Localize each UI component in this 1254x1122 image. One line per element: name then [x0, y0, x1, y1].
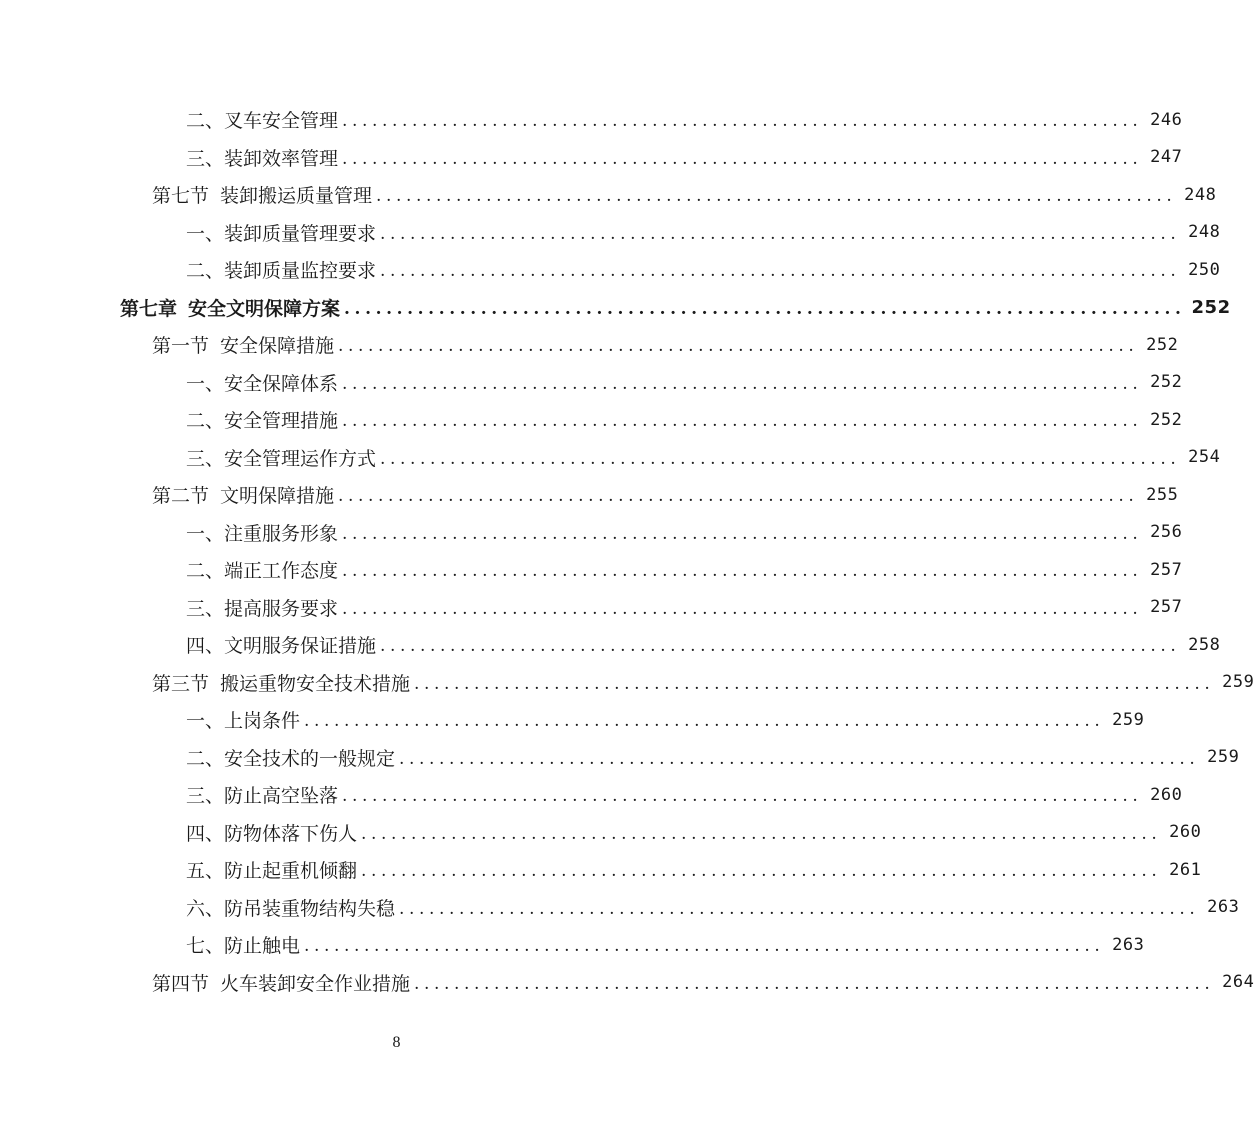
toc-dot-leader: ................................................................................: [342, 598, 1143, 619]
toc-entry-title: 装卸效率管理: [224, 147, 339, 170]
toc-entry-label: [0, 481, 334, 508]
toc-entry-page: 252: [1150, 409, 1183, 430]
toc-dot-leader: ................................................................................: [414, 973, 1215, 994]
toc-entry-prefix: 一、: [186, 222, 225, 245]
toc-entry-prefix: 四、: [186, 822, 225, 845]
toc-dot-leader: ................................................................................: [376, 186, 1177, 207]
toc-entry-title: 安全保障体系: [224, 372, 339, 395]
toc-entry-sub[interactable]: [0, 439, 1221, 477]
toc-dot-leader: ................................................................................: [361, 861, 1162, 882]
toc-entry-page: 248: [1184, 184, 1217, 205]
toc-entry-title: 装卸搬运质量管理: [220, 185, 373, 208]
toc-dot-leader: ................................................................................: [380, 636, 1181, 657]
toc-entry-section[interactable]: [0, 476, 1179, 514]
toc-entry-sub[interactable]: [0, 364, 1183, 402]
toc-entry-prefix: 第二节: [152, 485, 210, 508]
toc-dot-leader: ................................................................................: [342, 523, 1143, 544]
page-number: 8: [392, 1034, 401, 1051]
toc-dot-leader: ................................................................................: [342, 786, 1143, 807]
toc-entry-page: 255: [1146, 484, 1179, 505]
toc-entry-prefix: 第七章: [120, 297, 178, 320]
toc-entry-label: [0, 931, 300, 958]
toc-entry-label: [0, 219, 376, 246]
toc-dot-leader: ................................................................................: [304, 936, 1105, 957]
toc-entry-prefix: 七、: [186, 935, 225, 958]
toc-entry-section[interactable]: [0, 664, 1254, 702]
toc-entry-title: 搬运重物安全技术措施: [220, 672, 411, 695]
toc-entry-page: 259: [1222, 672, 1254, 693]
toc-dot-leader: ................................................................................: [342, 561, 1143, 582]
toc-entry-title: 安全保障措施: [220, 335, 335, 358]
toc-entry-label: [0, 744, 395, 771]
toc-dot-leader: ................................................................................: [380, 261, 1181, 282]
toc-entry-sub[interactable]: [0, 926, 1145, 964]
toc-entry-title: 安全管理措施: [224, 410, 339, 433]
toc-entry-title: 装卸质量监控要求: [224, 260, 377, 283]
toc-entry-page: 263: [1112, 934, 1145, 955]
toc-entry-title: 上岗条件: [224, 710, 301, 733]
toc-entry-section[interactable]: [0, 326, 1179, 364]
toc-entry-page: 246: [1150, 109, 1183, 130]
toc-entry-sub[interactable]: [0, 889, 1240, 927]
toc-entry-page: 257: [1150, 597, 1183, 618]
toc-entry-sub[interactable]: [0, 214, 1221, 252]
toc-entry-label: [0, 631, 376, 658]
toc-entry-section[interactable]: [0, 176, 1217, 214]
toc-entry-page: 254: [1188, 447, 1221, 468]
toc-dot-leader: ................................................................................: [380, 448, 1181, 469]
toc-entry-sub[interactable]: [0, 701, 1145, 739]
toc-dot-leader: ................................................................................: [344, 298, 1186, 319]
toc-entry-title: 注重服务形象: [224, 522, 339, 545]
toc-entry-title: 火车装卸安全作业措施: [220, 972, 411, 995]
toc-dot-leader: ................................................................................: [342, 373, 1143, 394]
toc-entry-label: [0, 144, 338, 171]
toc-entry-label: [0, 594, 338, 621]
toc-dot-leader: ................................................................................: [380, 223, 1181, 244]
toc-entry-prefix: 六、: [186, 897, 225, 920]
toc-dot-leader: ................................................................................: [342, 411, 1143, 432]
toc-dot-leader: ................................................................................: [338, 486, 1139, 507]
toc-entry-sub[interactable]: [0, 401, 1183, 439]
toc-entry-prefix: 三、: [186, 447, 225, 470]
toc-entry-label: [0, 331, 334, 358]
toc-entry-page: 250: [1188, 259, 1221, 280]
toc-entry-page: 263: [1207, 897, 1240, 918]
toc-entry-prefix: 二、: [186, 260, 225, 283]
toc-entry-chapter[interactable]: [0, 289, 1231, 327]
toc-entry-label: [0, 669, 410, 696]
toc-entry-prefix: 第七节: [152, 185, 210, 208]
toc-entry-sub[interactable]: [0, 551, 1183, 589]
toc-entry-prefix: 第三节: [152, 672, 210, 695]
toc-entry-section[interactable]: [0, 964, 1254, 1002]
toc-entry-page: 261: [1169, 859, 1202, 880]
toc-entry-label: [0, 556, 338, 583]
toc-entry-label: [0, 369, 338, 396]
toc-entry-sub[interactable]: [0, 589, 1183, 627]
toc-entry-page: 260: [1169, 822, 1202, 843]
toc-entry-title: 安全文明保障方案: [188, 297, 341, 320]
toc-entry-prefix: 二、: [186, 110, 225, 133]
toc-entry-prefix: 二、: [186, 747, 225, 770]
toc-entry-label: [0, 969, 410, 996]
toc-entry-label: [0, 406, 338, 433]
toc-entry-title: 防止高空坠落: [224, 785, 339, 808]
toc-dot-leader: ................................................................................: [338, 336, 1139, 357]
toc-dot-leader: ................................................................................: [342, 111, 1143, 132]
toc-entry-prefix: 三、: [186, 785, 225, 808]
toc-entry-prefix: 二、: [186, 560, 225, 583]
toc-entry-page: 258: [1188, 634, 1221, 655]
toc-entry-sub[interactable]: [0, 776, 1183, 814]
toc-entry-prefix: 第四节: [152, 972, 210, 995]
toc-entry-sub[interactable]: [0, 139, 1183, 177]
toc-entry-page: 259: [1112, 709, 1145, 730]
toc-entry-sub[interactable]: [0, 814, 1202, 852]
toc-entry-prefix: 二、: [186, 410, 225, 433]
toc-dot-leader: ................................................................................: [304, 711, 1105, 732]
toc-entry-title: 防止起重机倾翻: [224, 860, 358, 883]
table-of-contents: [0, 101, 1254, 1001]
toc-entry-page: 260: [1150, 784, 1183, 805]
toc-entry-prefix: 一、: [186, 372, 225, 395]
toc-entry-label: [0, 819, 357, 846]
toc-entry-sub[interactable]: [0, 851, 1202, 889]
toc-entry-title: 防止触电: [224, 935, 301, 958]
toc-entry-label: [0, 294, 340, 321]
toc-entry-prefix: 一、: [186, 522, 225, 545]
toc-entry-title: 安全管理运作方式: [224, 447, 377, 470]
toc-entry-label: [0, 256, 376, 283]
toc-entry-title: 防吊装重物结构失稳: [224, 897, 396, 920]
toc-entry-page: 252: [1150, 372, 1183, 393]
toc-entry-label: [0, 106, 338, 133]
toc-entry-prefix: 一、: [186, 710, 225, 733]
toc-entry-sub[interactable]: [0, 251, 1221, 289]
toc-entry-title: 安全技术的一般规定: [224, 747, 396, 770]
toc-entry-label: [0, 781, 338, 808]
toc-entry-label: [0, 706, 300, 733]
toc-entry-page: 257: [1150, 559, 1183, 580]
toc-entry-page: 264: [1222, 972, 1254, 993]
toc-dot-leader: ................................................................................: [414, 673, 1215, 694]
toc-entry-title: 文明服务保证措施: [224, 635, 377, 658]
toc-entry-prefix: 五、: [186, 860, 225, 883]
toc-dot-leader: ................................................................................: [399, 748, 1200, 769]
toc-dot-leader: ................................................................................: [361, 823, 1162, 844]
toc-entry-label: [0, 856, 357, 883]
toc-entry-label: [0, 444, 376, 471]
toc-entry-title: 端正工作态度: [224, 560, 339, 583]
toc-entry-sub[interactable]: [0, 626, 1221, 664]
toc-entry-title: 文明保障措施: [220, 485, 335, 508]
toc-entry-prefix: 三、: [186, 147, 225, 170]
toc-entry-sub[interactable]: [0, 101, 1183, 139]
toc-entry-title: 装卸质量管理要求: [224, 222, 377, 245]
toc-entry-page: 248: [1188, 222, 1221, 243]
toc-entry-page: 256: [1150, 522, 1183, 543]
toc-entry-sub[interactable]: [0, 514, 1183, 552]
toc-entry-prefix: 第一节: [152, 335, 210, 358]
toc-entry-sub[interactable]: [0, 739, 1240, 777]
toc-entry-page: 247: [1150, 147, 1183, 168]
toc-entry-prefix: 三、: [186, 597, 225, 620]
toc-entry-title: 叉车安全管理: [224, 110, 339, 133]
toc-entry-prefix: 四、: [186, 635, 225, 658]
toc-dot-leader: ................................................................................: [399, 898, 1200, 919]
toc-entry-page: 252: [1146, 334, 1179, 355]
toc-entry-title: 提高服务要求: [224, 597, 339, 620]
toc-entry-title: 防物体落下伤人: [224, 822, 358, 845]
toc-dot-leader: ................................................................................: [342, 148, 1143, 169]
toc-entry-label: [0, 519, 338, 546]
toc-entry-label: [0, 181, 372, 208]
toc-entry-page: 252: [1191, 296, 1231, 318]
toc-entry-page: 259: [1207, 747, 1240, 768]
toc-entry-label: [0, 894, 395, 921]
